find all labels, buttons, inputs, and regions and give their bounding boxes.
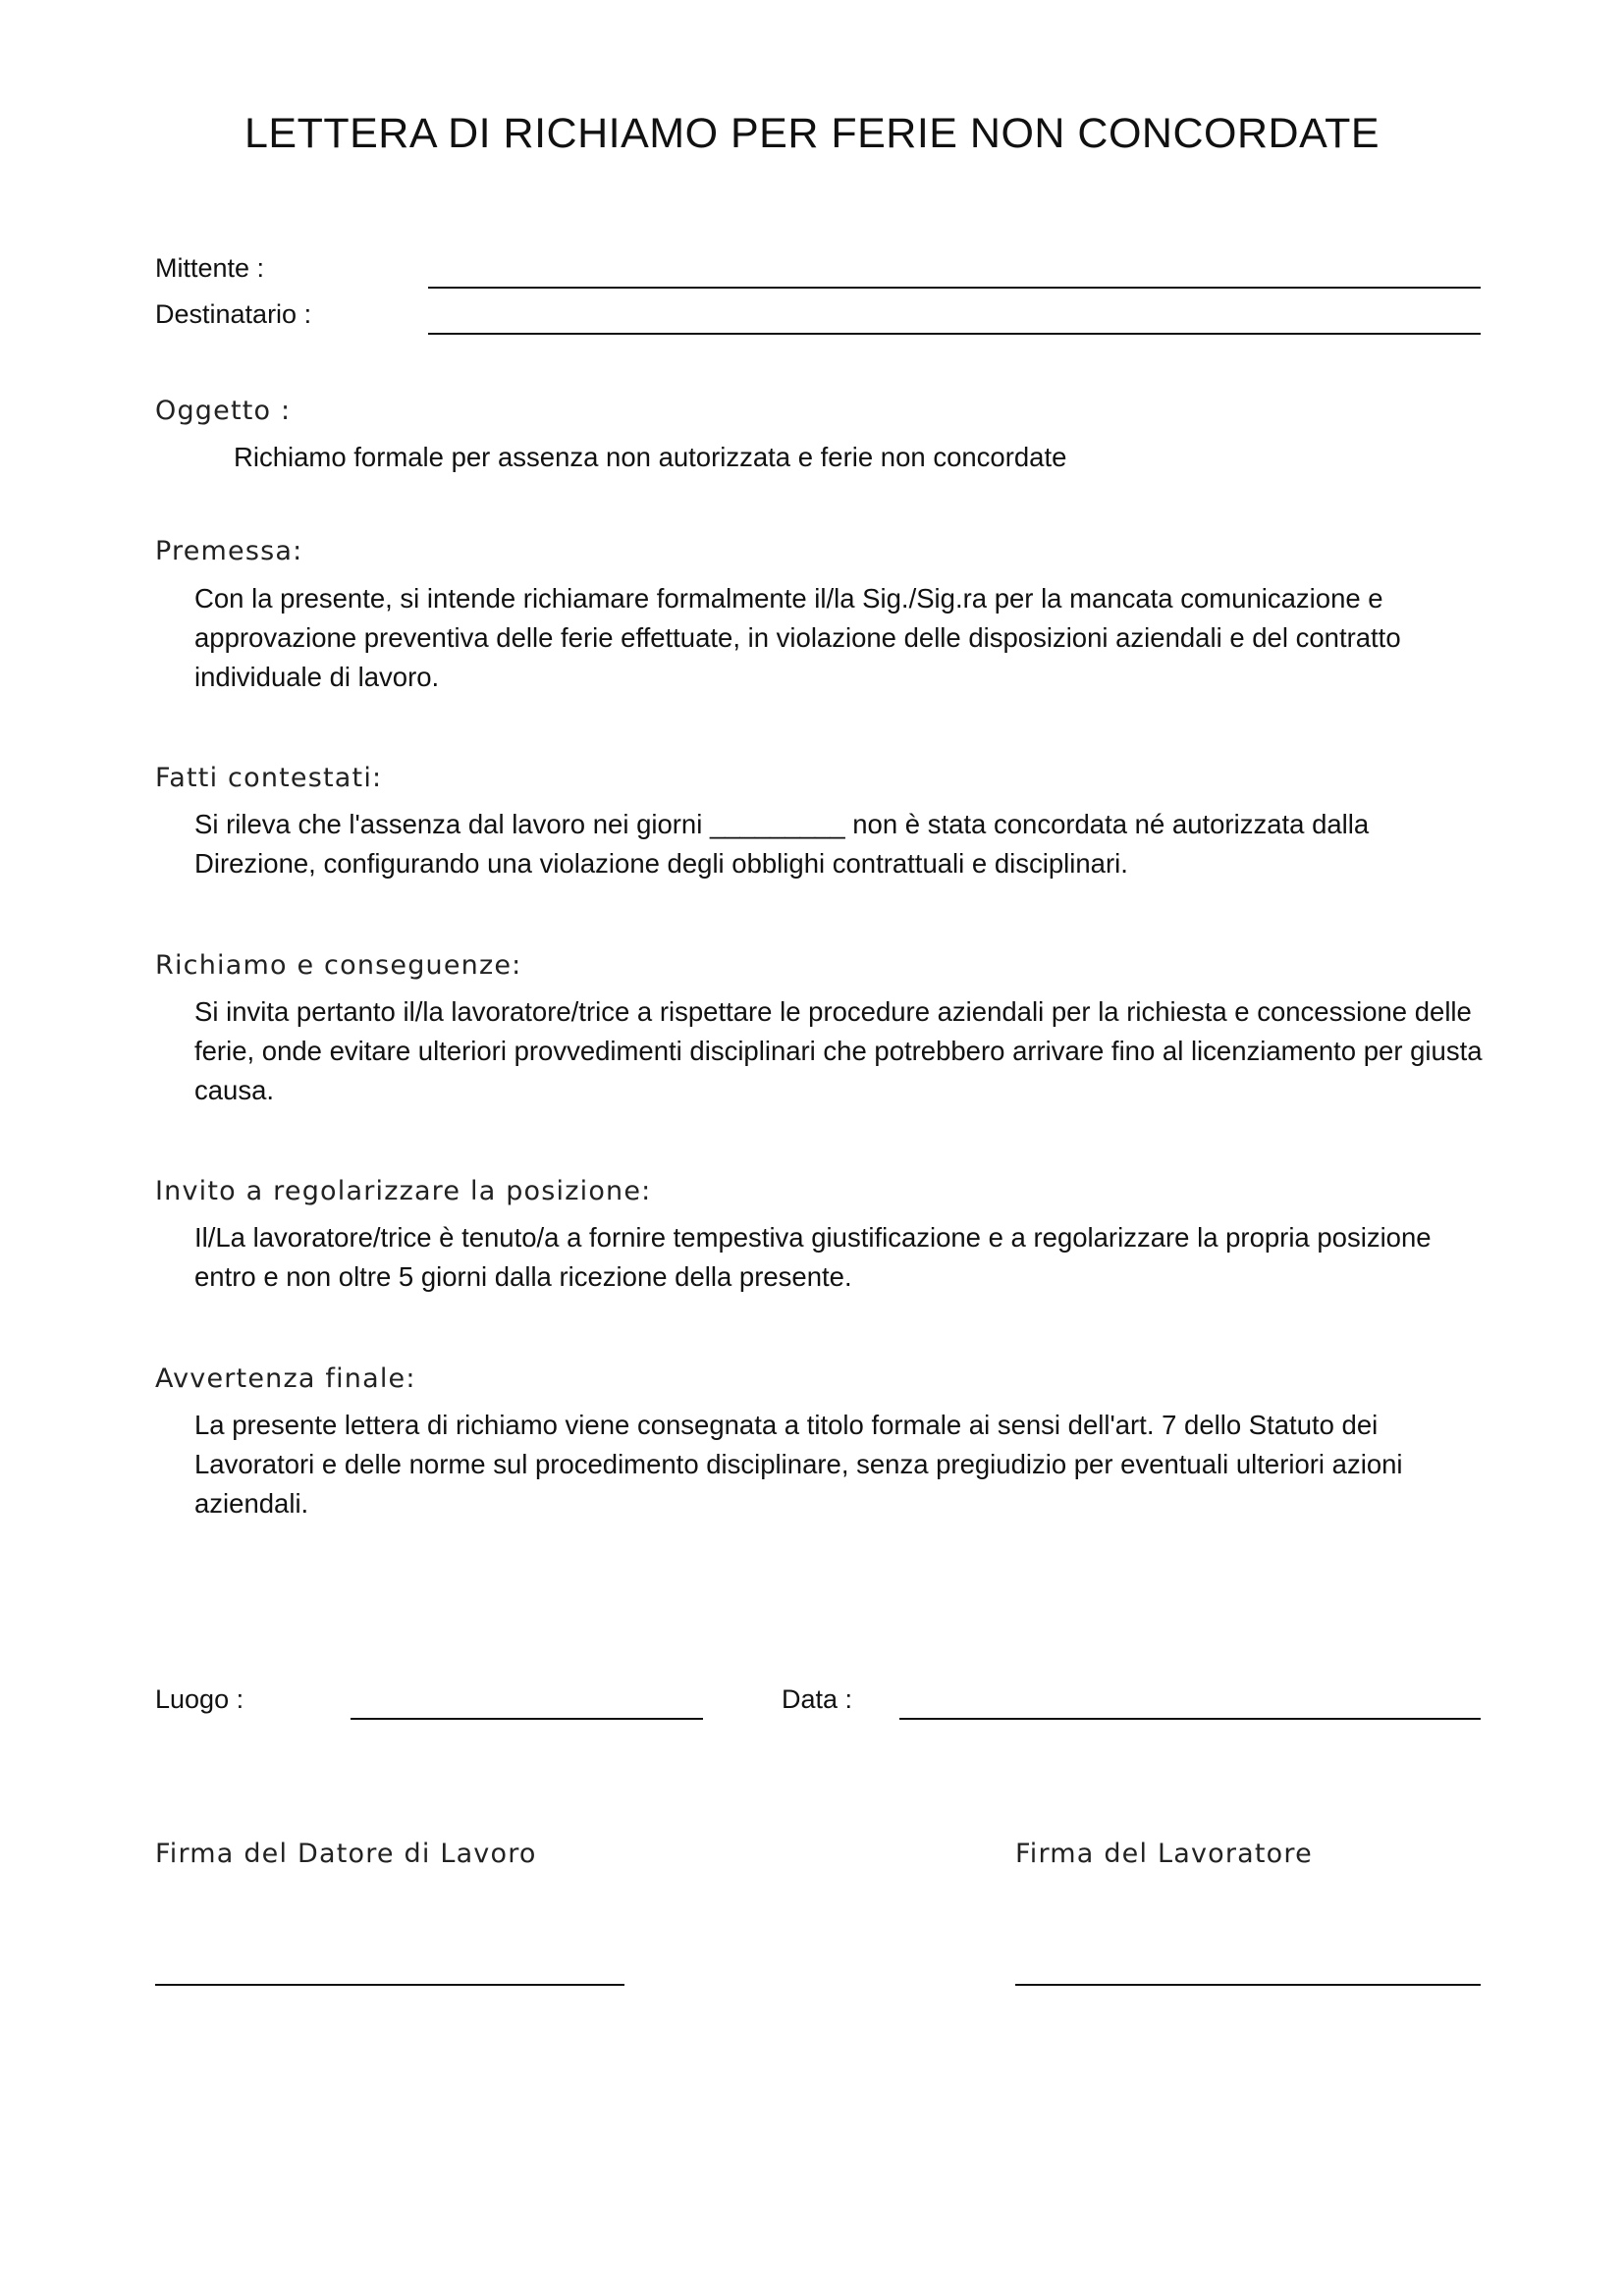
- premise-heading: Premessa:: [155, 536, 303, 566]
- sender-label: Mittente :: [155, 253, 265, 283]
- warning-heading: Richiamo e conseguenze:: [155, 950, 522, 981]
- subject-text: Richiamo formale per assenza non autorizzata e ferie non concordate: [234, 442, 1067, 472]
- regularize-text: Il/La lavoratore/trice è tenuto/a a fornire tempestiva giustificazione e a regolarizzare la propria posizione entro e non oltre 5 giorni dalla ricezione della presente.: [194, 1222, 1432, 1292]
- subject-heading: Oggetto :: [155, 396, 292, 426]
- document-title: LETTERA DI RICHIAMO PER FERIE NON CONCORDATE: [244, 110, 1380, 157]
- premise-text: Con la presente, si intende richiamare formalmente il/la Sig./Sig.ra per la mancata comunicazione e approvazione preventiva delle ferie effettuate, in violazione delle disposizioni aziendali e del contratto individuale di lavoro.: [194, 583, 1401, 692]
- facts-heading: Fatti contestati:: [155, 763, 383, 793]
- warning-text: Si invita pertanto il/la lavoratore/trice a rispettare le procedure aziendali per la richiesta e concessione delle ferie, onde evitare ulteriori provvedimenti disciplinari che potrebbero arrivare fino al licenziamento per giusta causa.: [194, 996, 1483, 1105]
- regularize-heading: Invito a regolarizzare la posizione:: [155, 1176, 652, 1206]
- date-field-line[interactable]: [899, 1718, 1481, 1720]
- place-field-line[interactable]: [351, 1718, 703, 1720]
- employee-signature-line[interactable]: [1015, 1984, 1481, 1986]
- facts-text: Si rileva che l'assenza dal lavoro nei giorni _________ non è stata concordata né autorizzata dalla Direzione, configurando una violazione degli obblighi contrattuali e disciplinari.: [194, 809, 1370, 879]
- final-notice-text: La presente lettera di richiamo viene consegnata a titolo formale ai sensi dell'art. 7 dello Statuto dei Lavoratori e delle norme sul procedimento disciplinare, senza pregiudizio per eventuali ulteriori azioni aziendali.: [194, 1410, 1403, 1519]
- sender-field-line[interactable]: [428, 287, 1481, 289]
- employer-signature-line[interactable]: [155, 1984, 624, 1986]
- recipient-field-line[interactable]: [428, 333, 1481, 335]
- place-label: Luogo :: [155, 1684, 244, 1714]
- final-notice-heading: Avvertenza finale:: [155, 1363, 416, 1394]
- recipient-label: Destinatario :: [155, 299, 312, 329]
- employee-signature-label: Firma del Lavoratore: [1015, 1839, 1313, 1869]
- date-label: Data :: [782, 1684, 853, 1714]
- employer-signature-label: Firma del Datore di Lavoro: [155, 1839, 537, 1869]
